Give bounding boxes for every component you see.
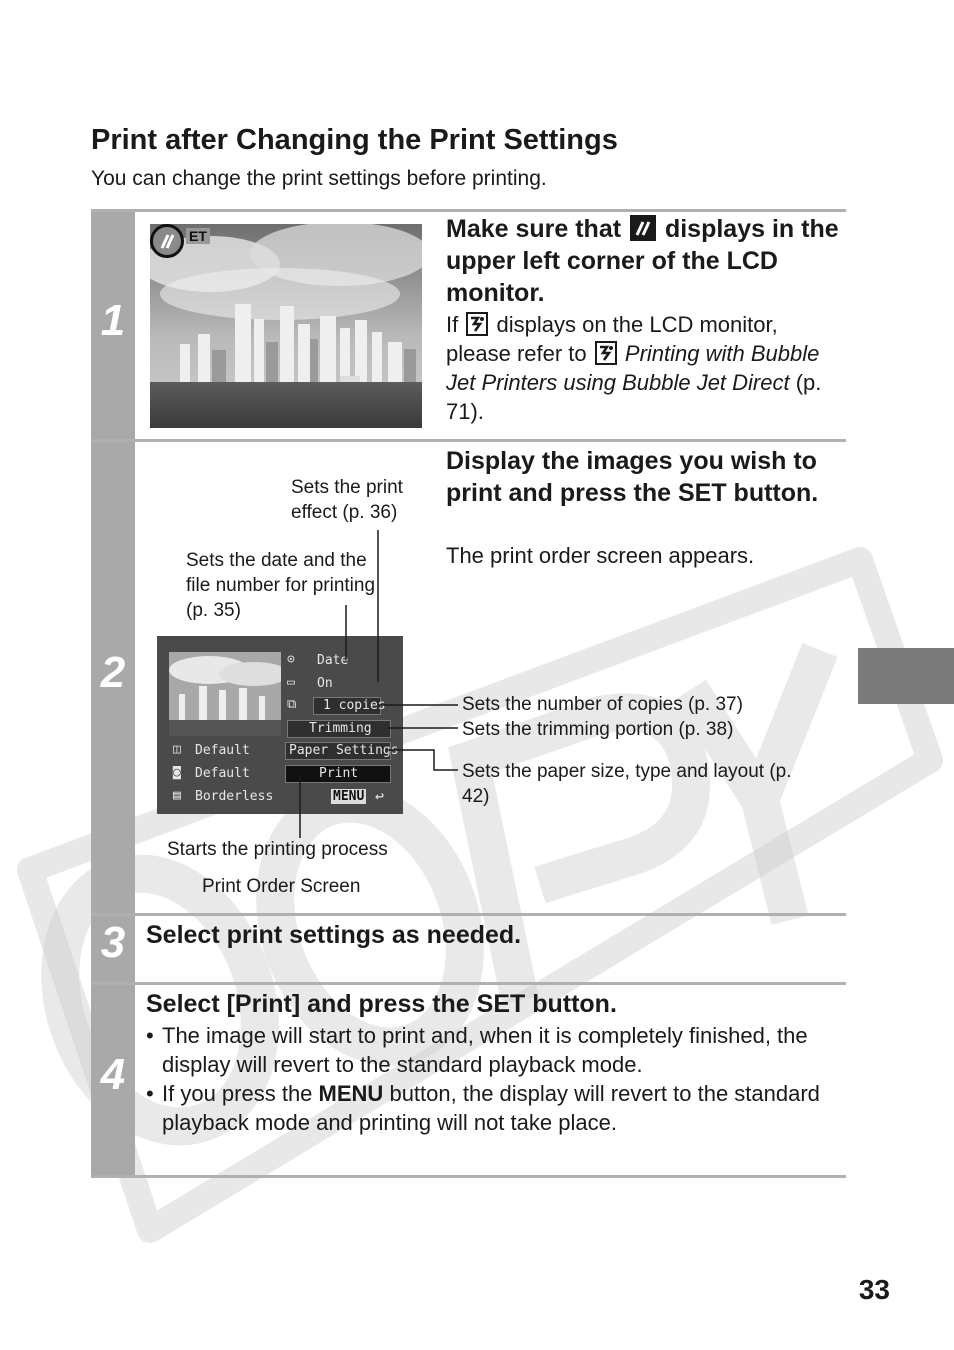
- lcd-on-label: On: [317, 676, 333, 691]
- lcd-copies-label: 1 copies: [323, 698, 386, 713]
- callout-start-printing: Starts the printing process: [167, 839, 388, 860]
- chapter-side-tab: [858, 648, 954, 704]
- callout-trimming: Sets the trimming portion (p. 38): [462, 719, 734, 740]
- step-3-heading: Select print settings as needed.: [146, 921, 522, 949]
- lcd-layout-icon: ▤: [173, 788, 181, 803]
- lcd-date-label: Date: [317, 653, 349, 668]
- lcd-trimming-label: Trimming: [309, 721, 372, 736]
- step-2-heading: Display the images you wish to print and press the SET button.: [446, 447, 819, 507]
- callout-date-file-number: Sets the date and the file number for printing (p. 35): [186, 550, 376, 621]
- lcd-print-label: Print: [319, 766, 359, 781]
- step-4-bullet-2: • If you press the MENU button, the display will revert to the standard playback mode and printing will not take place.: [146, 1079, 836, 1137]
- lcd-date-icon: ⊙: [287, 652, 295, 667]
- callout-print-effect: Sets the print effect (p. 36): [291, 477, 403, 523]
- leader-paper: [388, 750, 458, 770]
- step-4-heading: Select [Print] and press the SET button.: [146, 990, 617, 1018]
- step-1-number: 1: [100, 296, 126, 345]
- step-2-body: The print order screen appears.: [446, 543, 755, 568]
- lcd-default-1: Default: [195, 743, 250, 758]
- menu-button-label: MENU: [318, 1081, 384, 1106]
- lcd-copies-icon: ⧉: [287, 697, 297, 712]
- lcd-file-number-icon: ▭: [287, 675, 295, 690]
- section-title: Print after Changing the Print Settings: [91, 124, 618, 156]
- print-order-screen-caption: Print Order Screen: [202, 876, 361, 897]
- step-4-number: 4: [100, 1050, 126, 1099]
- section-intro: You can change the print settings before printing.: [91, 167, 547, 190]
- step-4-bullets: [146, 1021, 836, 1137]
- lcd-paper-size-icon: ◫: [173, 742, 181, 757]
- step-3-number: 3: [100, 918, 126, 967]
- lcd-paper-settings-label: Paper Settings: [289, 743, 399, 758]
- lcd-borderless: Borderless: [195, 789, 274, 804]
- step-1-heading: Make sure that displays in the upper left corner of the LCD monitor.: [446, 215, 839, 307]
- lcd-menu-badge: MENU: [333, 789, 365, 804]
- page-number: 33: [858, 1274, 890, 1305]
- lcd-return-icon: ↩: [375, 787, 385, 805]
- callout-number-of-copies: Sets the number of copies (p. 37): [462, 694, 743, 715]
- step-1-body: If displays on the LCD monitor, please refer to Printing with Bubble Jet Printers using Bubble Jet Direct (p. 71).: [446, 312, 822, 424]
- callout-paper-settings: Sets the paper size, type and layout (p. 42): [462, 761, 792, 807]
- lcd-default-2: Default: [195, 766, 250, 781]
- step-2-number: 2: [100, 648, 126, 697]
- reference-title: Printing with Bubble Jet Printers using Bubble Jet Direct: [446, 341, 820, 395]
- step-4-bullet-1: • The image will start to print and, when it is completely finished, the display will revert to the standard playback mode.: [146, 1021, 836, 1079]
- lcd-paper-type-icon: ◙: [173, 765, 181, 780]
- lcd-mode-badge: ET: [186, 228, 210, 244]
